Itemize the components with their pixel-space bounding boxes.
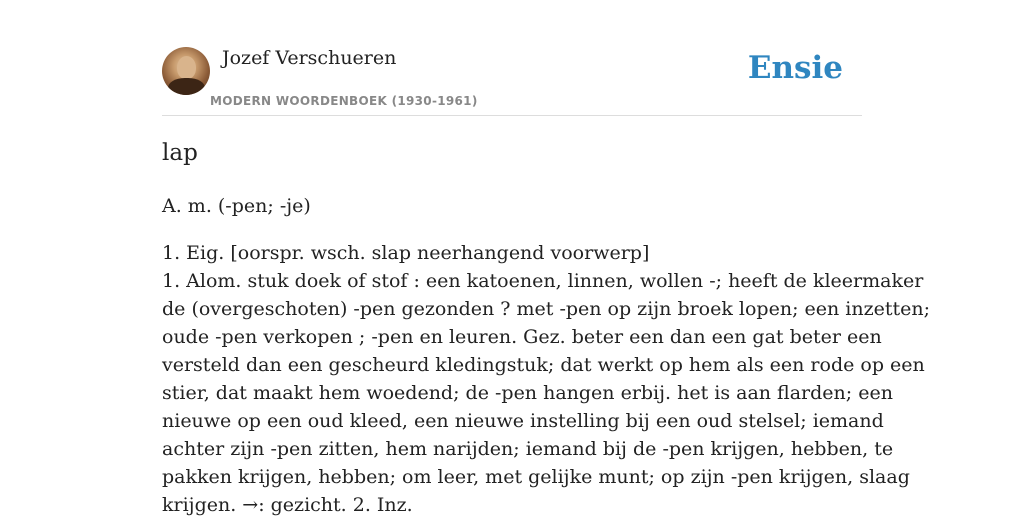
source-label[interactable]: MODERN WOORDENBOEK (1930-1961) (210, 94, 478, 108)
entry-term: lap (162, 140, 198, 166)
definition-line: versteld dan een gescheurd kledingstuk; dat werkt op hem als een rode op een (162, 354, 925, 376)
entry-header (162, 44, 862, 116)
author-avatar[interactable] (162, 47, 210, 95)
entry-grammar: A. m. (-pen; -je) (162, 195, 311, 217)
avatar-coat (168, 78, 205, 95)
definition-line: stier, dat maakt hem woedend; de -pen hangen erbij. het is aan flarden; een (162, 382, 893, 404)
definition-line: de (overgeschoten) -pen gezonden ? met -pen op zijn broek lopen; een inzetten; (162, 298, 931, 320)
definition-line: 1. Alom. stuk doek of stof : een katoenen, linnen, wollen -; heeft de kleermaker (162, 270, 924, 292)
definition-line: pakken krijgen, hebben; om leer, met gelijke munt; op zijn -pen krijgen, slaag (162, 466, 910, 488)
definition-line: krijgen. →: gezicht. 2. Inz. (162, 494, 413, 516)
entry-definition (162, 239, 931, 519)
definition-line: 1. Eig. [oorspr. wsch. slap neerhangend voorwerp] (162, 242, 650, 264)
avatar-face (177, 56, 196, 79)
author-name[interactable]: Jozef Verschueren (222, 47, 397, 69)
header-divider (162, 115, 862, 116)
definition-line: achter zijn -pen zitten, hem narijden; iemand bij de -pen krijgen, hebben, te (162, 438, 894, 460)
definition-line: nieuwe op een oud kleed, een nieuwe instelling bij een oud stelsel; iemand (162, 410, 884, 432)
definition-line: oude -pen verkopen ; -pen en leuren. Gez. beter een dan een gat beter een (162, 326, 882, 348)
ensie-logo[interactable]: Ensie (747, 50, 843, 86)
